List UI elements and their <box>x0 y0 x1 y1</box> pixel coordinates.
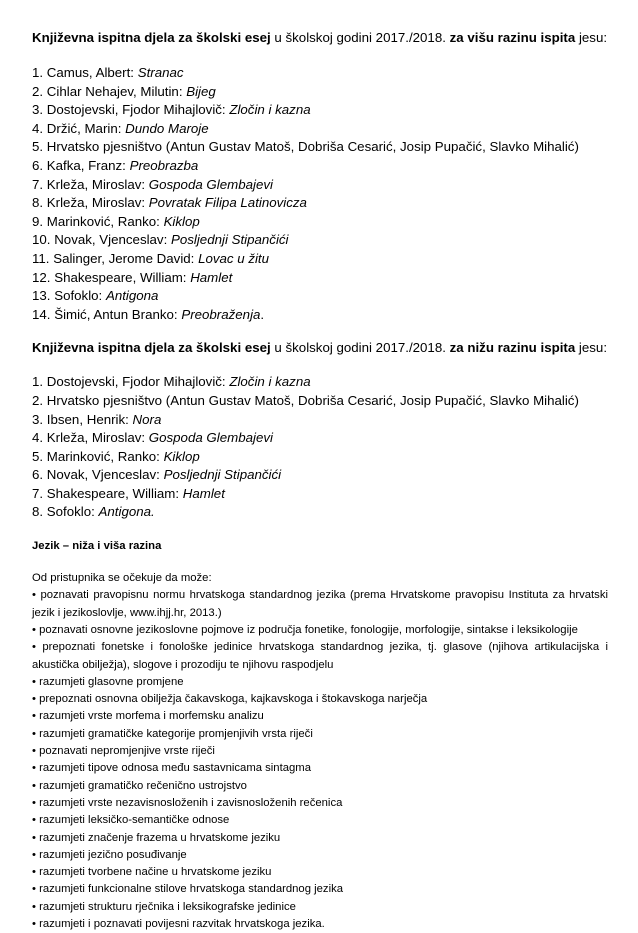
work-list-item <box>32 83 608 102</box>
skill-item: • poznavati osnovne jezikoslovne pojmove iz područja fonetike, fonologije, morfologije, sintakse i leksikologije <box>32 623 578 636</box>
lower-level-heading <box>32 339 608 356</box>
work-author: Salinger, Jerome David: <box>53 250 199 266</box>
work-author: Kafka, Franz: <box>46 157 130 173</box>
work-author: Hrvatsko pjesništvo (Antun Gustav Matoš, Dobriša Cesarić, Josip Pupačić, Slavko Mihalić) <box>46 139 579 155</box>
work-title: Antigona. <box>98 504 155 520</box>
skill-item: • razumjeti jezično posuđivanje <box>32 848 187 861</box>
heading-level-part: za nižu razinu ispita <box>449 340 576 356</box>
higher-level-heading <box>32 29 608 46</box>
work-author: Sofoklo: <box>54 288 106 304</box>
work-number: 8. <box>32 195 44 211</box>
work-author: Šimić, Antun Branko: <box>54 306 182 322</box>
skill-item: • prepoznati osnovna obilježja čakavskoga, kajkavskoga i štokavskoga narječja <box>32 693 428 706</box>
work-author: Krleža, Miroslav: <box>46 195 149 211</box>
skill-item: • poznavati nepromjenjive vrste riječi <box>32 745 215 758</box>
heading-end-part: jesu: <box>575 30 608 45</box>
skill-item: • razumjeti značenje frazema u hrvatskome jeziku <box>32 831 281 844</box>
work-list-item <box>32 306 608 325</box>
work-list-item <box>32 287 608 306</box>
work-list-item <box>32 101 608 120</box>
work-list-item <box>32 269 608 288</box>
work-author: Dostojevski, Fjodor Mihajlovič: <box>46 102 230 118</box>
work-title: Preobraženja <box>181 306 261 322</box>
work-title: Zločin i kazna <box>229 374 311 390</box>
skill-item: • razumjeti vrste morfema i morfemsku analizu <box>32 710 264 723</box>
work-author: Shakespeare, William: <box>46 485 183 501</box>
work-title: Dundo Maroje <box>125 120 209 136</box>
work-number: 10. <box>32 232 51 248</box>
heading-level-part: za višu razinu ispita <box>449 30 576 45</box>
work-title: Preobrazba <box>129 157 199 173</box>
work-author: Cihlar Nehajev, Milutin: <box>46 83 187 99</box>
work-number: 4. <box>32 430 44 446</box>
skill-item: • razumjeti i poznavati povijesni razvitak hrvatskoga jezika. <box>32 918 325 930</box>
work-end: . <box>260 306 265 322</box>
work-list-item <box>32 503 608 522</box>
heading-plain-part: u školskoj godini 2017./2018. <box>270 30 450 45</box>
work-list-item <box>32 194 608 213</box>
work-title: Gospoda Glembajevi <box>148 176 273 192</box>
skill-item: • razumjeti glasovne promjene <box>32 675 184 688</box>
skill-item: • razumjeti tvorbene načine u hrvatskome jeziku <box>32 866 272 879</box>
work-title: Gospoda Glembajevi <box>148 430 273 446</box>
work-author: Marinković, Ranko: <box>46 213 164 229</box>
work-title: Kiklop <box>163 213 200 229</box>
work-author: Dostojevski, Fjodor Mihajlovič: <box>46 374 230 390</box>
work-title: Zločin i kazna <box>229 102 311 118</box>
work-title: Bijeg <box>186 83 216 99</box>
work-number: 12. <box>32 269 51 285</box>
heading-plain-part: u školskoj godini 2017./2018. <box>270 340 450 356</box>
work-number: 6. <box>32 157 44 173</box>
work-author: Sofoklo: <box>46 504 99 520</box>
work-author: Držić, Marin: <box>46 120 126 136</box>
work-title: Kiklop <box>163 448 200 464</box>
work-list-item <box>32 448 608 467</box>
work-list-item <box>32 466 608 485</box>
work-author: Krleža, Miroslav: <box>46 430 149 446</box>
language-section-title: Jezik – niža i viša razina <box>32 540 162 553</box>
work-number: 1. <box>32 374 44 390</box>
work-title: Nora <box>132 411 162 427</box>
work-title: Stranac <box>137 65 184 80</box>
lower-level-works-list <box>32 373 608 522</box>
work-number: 5. <box>32 448 44 464</box>
skill-item: • razumjeti gramatičke kategorije promjenjivih vrsta riječi <box>32 727 313 740</box>
work-number: 9. <box>32 213 44 229</box>
heading-bold-part: Književna ispitna djela za školski esej <box>32 340 271 356</box>
work-list-item <box>32 176 608 195</box>
work-number: 7. <box>32 485 44 501</box>
work-title: Povratak Filipa Latinovicza <box>148 195 307 211</box>
work-author: Novak, Vjenceslav: <box>54 232 171 248</box>
work-author: Hrvatsko pjesništvo (Antun Gustav Matoš, Dobriša Cesarić, Josip Pupačić, Slavko Mihalić) <box>46 392 579 408</box>
work-author: Shakespeare, William: <box>54 269 191 285</box>
work-number: 14. <box>32 306 51 322</box>
work-author: Marinković, Ranko: <box>46 448 164 464</box>
work-title: Lovac u žitu <box>198 250 270 266</box>
work-number: 8. <box>32 504 44 520</box>
language-skills-list <box>32 587 608 933</box>
skill-item: • razumjeti gramatičko rečenično ustrojstvo <box>32 779 247 792</box>
work-number: 13. <box>32 288 51 304</box>
work-number: 4. <box>32 120 44 136</box>
work-list-item <box>32 250 608 269</box>
work-number: 6. <box>32 467 44 483</box>
heading-bold-part: Književna ispitna djela za školski esej <box>32 30 271 45</box>
skill-item: • razumjeti leksičko-semantičke odnose <box>32 814 230 827</box>
work-list-item <box>32 373 608 392</box>
work-number: 7. <box>32 176 44 192</box>
work-list-item <box>32 411 608 430</box>
work-list-item <box>32 429 608 448</box>
work-title: Hamlet <box>190 269 233 285</box>
work-title: Posljednji Stipančići <box>170 232 289 248</box>
skill-item: • prepoznati fonetske i fonološke jedinice hrvatskoga standardnog jezika, tj. glasove (njihova artikulacijska i akustička obilježja), slogove i prozodiju te njihovu raspodjelu <box>32 641 608 671</box>
work-author: Camus, Albert: <box>46 65 138 80</box>
work-list-item <box>32 157 608 176</box>
work-list-item <box>32 392 608 411</box>
work-number: 5. <box>32 139 44 155</box>
work-author: Krleža, Miroslav: <box>46 176 149 192</box>
work-title: Posljednji Stipančići <box>163 467 282 483</box>
work-author: Novak, Vjenceslav: <box>46 467 164 483</box>
higher-level-works-list <box>32 64 608 324</box>
language-intro: Od pristupnika se očekuje da može: <box>32 572 212 585</box>
skill-item: • razumjeti strukturu rječnika i leksikografske jedinice <box>32 900 296 913</box>
document-page <box>32 29 608 933</box>
work-number: 1. <box>32 65 44 80</box>
work-list-item <box>32 231 608 250</box>
work-list-item <box>32 64 608 83</box>
work-author: Ibsen, Henrik: <box>46 411 133 427</box>
work-number: 11. <box>32 250 50 266</box>
work-list-item <box>32 213 608 232</box>
work-title: Hamlet <box>182 485 225 501</box>
work-list-item <box>32 138 608 157</box>
work-number: 3. <box>32 411 44 427</box>
work-number: 3. <box>32 102 44 118</box>
work-list-item <box>32 485 608 504</box>
work-number: 2. <box>32 83 44 99</box>
skill-item: • razumjeti funkcionalne stilove hrvatskoga standardnog jezika <box>32 883 344 896</box>
skill-item: • razumjeti vrste nezavisnosloženih i zavisnosloženih rečenica <box>32 796 343 809</box>
heading-end-part: jesu: <box>575 340 608 356</box>
work-number: 2. <box>32 392 44 408</box>
work-list-item <box>32 120 608 139</box>
work-title: Antigona <box>105 288 159 304</box>
skill-item: • poznavati pravopisnu normu hrvatskoga standardnog jezika (prema Hrvatskome pravopisu Instituta za hrvatski jezik i jezikoslovlje, www.ihjj.hr, 2013.) <box>32 589 608 619</box>
skill-item: • razumjeti tipove odnosa među sastavnicama sintagma <box>32 762 311 775</box>
